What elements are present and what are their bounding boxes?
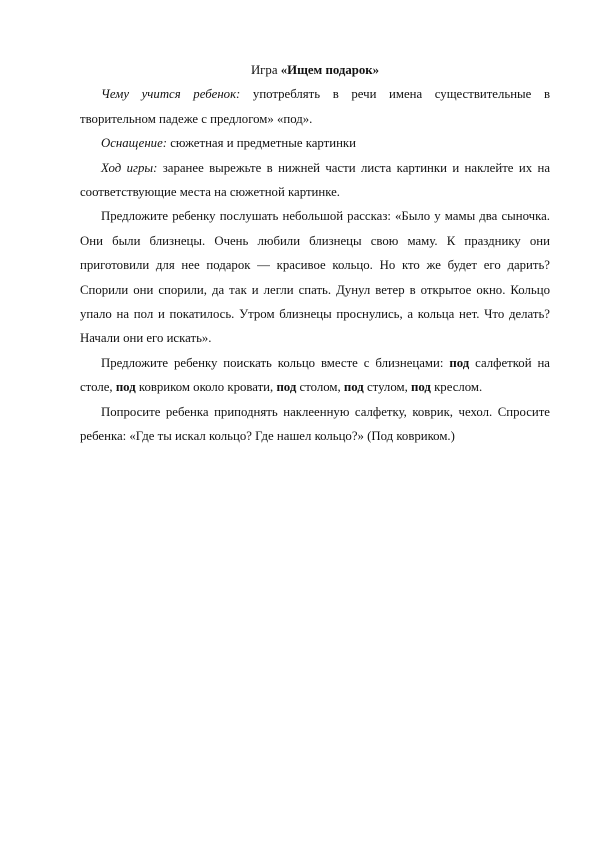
search-text-1: Предложите ребенку поискать кольцо вместе с близнецами:	[101, 355, 450, 370]
preposition-pod-1: под	[449, 355, 470, 370]
search-text-4: столом,	[296, 380, 344, 395]
paragraph-questions: Попросите ребенка приподнять наклеенную салфетку, коврик, чехол. Спросите ребенка: «Где ты искал кольцо? Где нашел кольцо?» (Под ковриком.)	[80, 404, 550, 444]
paragraph-equipment	[80, 131, 550, 155]
text-learning-goal: употреблять в речи имена существительные в творительном падеже с предлогом» «под».	[80, 87, 550, 126]
text-game-procedure: заранее вырежьте в нижней части листа картинки и наклейте их на соответствующие места на сюжетной картинке.	[80, 160, 550, 200]
paragraph-game-procedure	[80, 156, 550, 205]
search-text-2: салфеткой на столе,	[80, 355, 550, 395]
label-equipment: Оснащение:	[101, 136, 168, 151]
search-text-6: креслом.	[430, 380, 483, 395]
paragraph-learning-goal	[80, 82, 550, 131]
preposition-pod-4: под	[343, 380, 364, 395]
label-game-procedure: Ход игры:	[101, 160, 158, 175]
text-equipment: сюжетная и предметные картинки	[167, 136, 356, 151]
paragraph-story: Предложите ребенку послушать небольшой рассказ: «Было у мамы два сыночка. Они были близнецы. Очень любили близнецы свою маму. К празднику они приготовили для нее подарок — красивое кольцо. Но кто же будет его дарить? Спорили они спорили, да так и легли спать. Дунул ветер в открытое окно. Кольцо упало на пол и покатилось. Утром близнецы проснулись, а кольца нет. Что делать? Начали они его искать».	[80, 209, 550, 346]
label-learning-goal: Чему учится ребенок:	[101, 87, 241, 102]
title-prefix: Игра	[250, 63, 281, 77]
preposition-pod-5: под	[410, 380, 431, 395]
title-game-name: «Ищем подарок»	[280, 63, 380, 77]
document-body	[80, 58, 550, 449]
paragraph-search	[80, 351, 550, 400]
search-text-3: ковриком около кровати,	[135, 380, 277, 395]
document-title	[80, 58, 550, 82]
search-text-5: стулом,	[363, 380, 411, 395]
preposition-pod-3: под	[276, 380, 297, 395]
preposition-pod-2: под	[115, 380, 136, 395]
